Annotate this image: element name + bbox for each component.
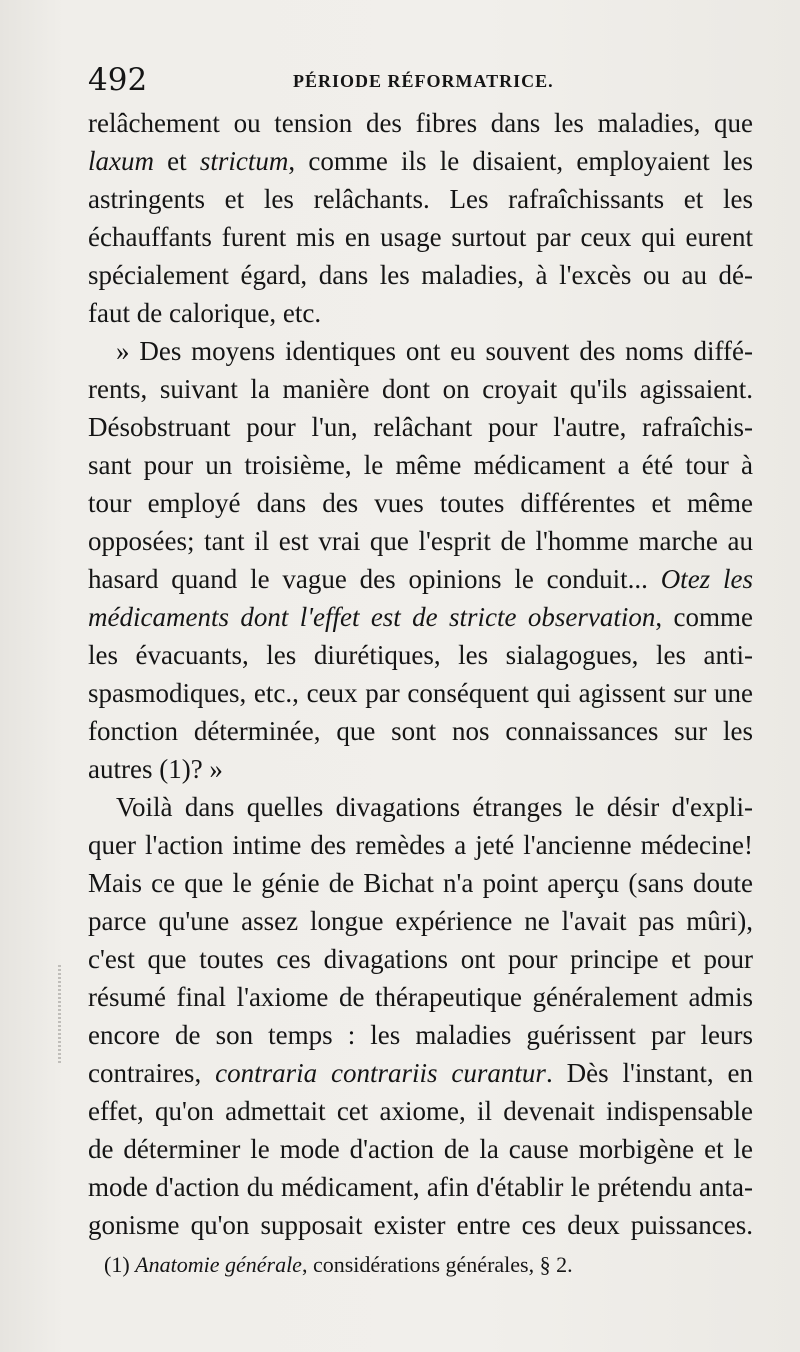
text-line: spasmodiques, etc., ceux par conséquent qui agissent sur une — [88, 678, 753, 708]
text-segment: contraires, — [88, 1058, 216, 1088]
text-line: encore de son temps : les maladies guérissent par leurs — [88, 1020, 753, 1050]
text-line: gonisme qu'on supposait exister entre ces deux puissances. — [88, 1210, 753, 1240]
margin-stamp — [58, 965, 61, 1065]
text-segment: , comme — [655, 602, 753, 632]
text-line: relâchement ou tension des fibres dans les maladies, que — [88, 108, 753, 138]
italic-quote: Otez les — [660, 564, 753, 594]
text-line: mode d'action du médicament, afin d'établir le prétendu anta- — [88, 1172, 753, 1202]
latin-term: strictum — [199, 146, 289, 176]
running-title: PÉRIODE RÉFORMATRICE. — [293, 71, 554, 91]
text-line: rents, suivant la manière dont on croyait qu'ils agissaient. — [88, 374, 753, 404]
text-line: sant pour un troisième, le même médicament a été tour à — [88, 450, 753, 480]
footnote-number: (1) — [104, 1252, 130, 1277]
text-line: Désobstruant pour l'un, relâchant pour l'autre, rafraîchis- — [88, 412, 753, 442]
italic-quote: médicaments dont l'effet est de stricte observation — [88, 602, 656, 632]
text-line: résumé final l'axiome de thérapeutique généralement admis — [88, 982, 753, 1012]
text-line: fonction déterminée, que sont nos connaissances sur les — [88, 716, 753, 746]
text-line: astringents et les relâchants. Les rafraîchissants et les — [88, 184, 753, 214]
text-line: échauffants furent mis en usage surtout par ceux qui eurent — [88, 222, 753, 252]
text-segment: , comme ils le disaient, employaient les — [288, 146, 753, 176]
text-line — [88, 142, 753, 180]
footnote-title: Anatomie générale — [135, 1252, 302, 1277]
text-segment: et — [153, 146, 200, 176]
text-line: Voilà dans quelles divagations étranges le désir d'expli- — [116, 792, 753, 822]
text-segment: . Dès l'instant, en — [545, 1058, 753, 1088]
text-line: parce qu'une assez longue expérience ne l'avait pas mûri), — [88, 906, 753, 936]
text-line: » Des moyens identiques ont eu souvent des noms diffé- — [116, 336, 753, 366]
text-line: tour employé dans des vues toutes différentes et même — [88, 488, 753, 518]
text-line: opposées; tant il est vrai que l'esprit de l'homme marche au — [88, 526, 753, 556]
footnote-text: , considérations générales, § 2. — [301, 1252, 573, 1277]
text-line: faut de calorique, etc. — [88, 298, 322, 328]
text-line: de déterminer le mode d'action de la cause morbigène et le — [88, 1134, 753, 1164]
page-header — [88, 62, 753, 102]
text-line: effet, qu'on admettait cet axiome, il devenait indispensable — [88, 1096, 753, 1126]
text-line: quer l'action intime des remèdes a jeté l'ancienne médecine! — [88, 830, 753, 860]
latin-term: laxum — [88, 146, 154, 176]
text-line: les évacuants, les diurétiques, les sialagogues, les anti- — [88, 640, 753, 670]
page-number: 492 — [88, 62, 148, 98]
text-line — [88, 598, 753, 636]
text-line — [88, 1054, 753, 1092]
latin-term: contraria contrariis curantur — [215, 1058, 546, 1088]
text-line: autres (1)? » — [88, 754, 223, 784]
text-segment: hasard quand le vague des opinions le conduit... — [88, 564, 661, 594]
text-line: spécialement égard, dans les maladies, à l'excès ou au dé- — [88, 260, 753, 290]
text-line — [88, 560, 753, 598]
body-text — [88, 104, 753, 1244]
text-line: Mais ce que le génie de Bichat n'a point aperçu (sans doute — [88, 868, 753, 898]
text-line: c'est que toutes ces divagations ont pour principe et pour — [88, 944, 753, 974]
footnote — [104, 1250, 664, 1280]
